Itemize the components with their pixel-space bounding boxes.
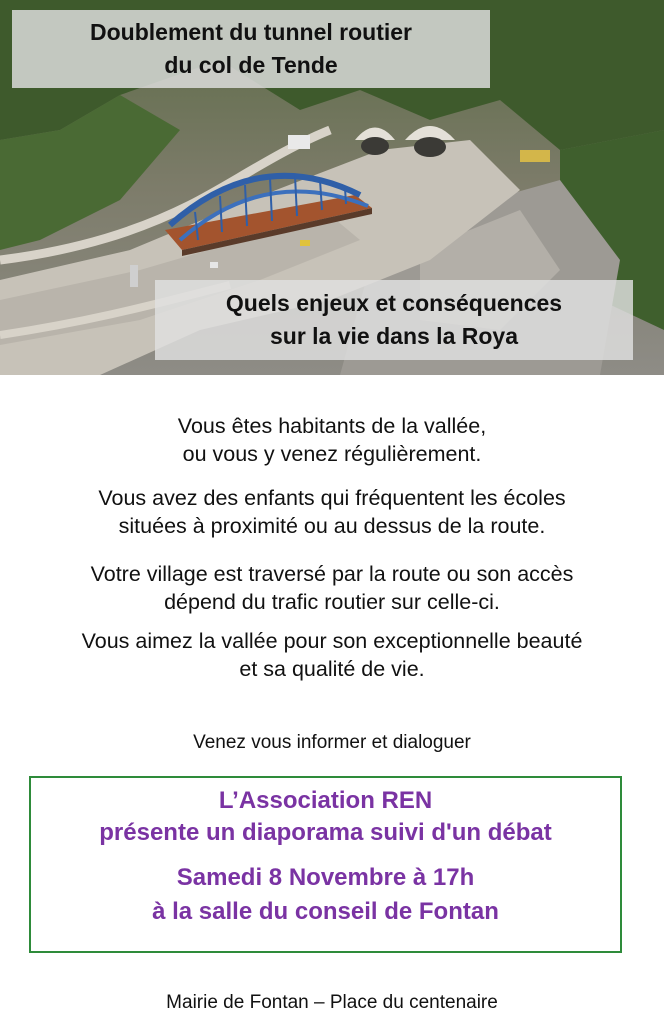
footer-address: Mairie de Fontan – Place du centenaire xyxy=(166,992,498,1013)
event-box xyxy=(29,776,622,953)
paragraph-village xyxy=(0,560,664,616)
event-organizer: L’Association REN xyxy=(218,787,433,814)
paragraph-line: Vous êtes habitants de la vallée, xyxy=(177,414,487,438)
hero-photo xyxy=(0,0,664,375)
paragraph-children xyxy=(0,484,664,540)
invitation-text: Venez vous informer et dialoguer xyxy=(193,732,471,753)
title-box xyxy=(12,10,490,88)
paragraph-valley xyxy=(0,627,664,683)
paragraph-line: ou vous y venez régulièrement. xyxy=(182,442,482,466)
subtitle-line-1: Quels enjeux et conséquences xyxy=(225,290,563,316)
subtitle-line-2: sur la vie dans la Roya xyxy=(269,323,518,349)
title-line-1: Doublement du tunnel routier xyxy=(90,19,412,45)
paragraph-line: et sa qualité de vie. xyxy=(239,657,425,681)
title-line-2: du col de Tende xyxy=(164,52,338,78)
paragraph-line: Vous aimez la vallée pour son exceptionnelle beauté xyxy=(81,629,583,653)
event-date: Samedi 8 Novembre à 17h xyxy=(176,864,475,891)
event-description: présente un diaporama suivi d'un débat xyxy=(99,819,552,846)
paragraph-line: Votre village est traversé par la route ou son accès xyxy=(90,562,574,586)
paragraph-line: situées à proximité ou au dessus de la route. xyxy=(118,514,546,538)
event-location: à la salle du conseil de Fontan xyxy=(152,898,499,925)
paragraph-line: dépend du trafic routier sur celle-ci. xyxy=(164,590,500,614)
paragraph-line: Vous avez des enfants qui fréquentent les écoles xyxy=(98,486,566,510)
paragraph-residents xyxy=(0,412,664,468)
subtitle-box xyxy=(155,280,633,360)
